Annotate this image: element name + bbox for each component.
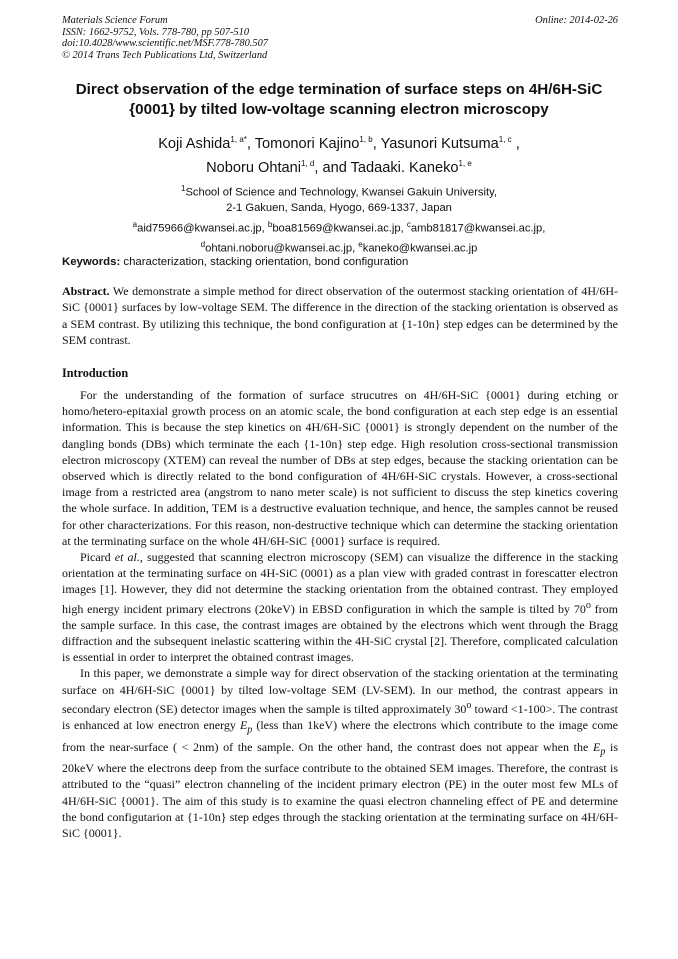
intro-paragraph-1: For the understanding of the formation of surface strucutres on 4H/6H-SiC {0001} during etching or homo/hetero-epitaxial growth process on an atomic scale, the bond configuration at each step edge is an essential information. This is because the step kinetics on 4H/6H-SiC {0001} is strongly dependent on the number of the dangling bonds (DBs) which terminate the each {1-10n} step edge. High resolution cross-sectional transmission electron microscopy (XTEM) can reveal the number of DBs at step edges, because the stacking orientation can be observed which is directly related to the bond configuration of 4H/6H-SiC crystals. However, a cross-sectional image from a restricted area (angstrom to nano meter scale) is not sufficient to discuss the step kinetics covering the whole surface. In addition, TEM is a destructive evaluation technique, and hence, the samples cannot be reused for other characterizations. For this reason, non-destructive technique which can determine the stacking orientation at the terminating surface on the whole 4H/6H-SiC {0001} surface is required. [62,388,618,548]
keywords-text: characterization, stacking orientation, bond configuration [120,256,409,268]
email-address: kaneko@kwansei.ac.jp [362,242,478,255]
journal-name: Materials Science Forum [62,15,168,26]
text-span: from the sample surface. In this case, the contrast images are obtained by the electrons which went through the Bragg diffraction and the subsequent inelastic scattering within the 4H-SiC crystal [2]. Therefore, complicated calculation is essential in order to interpret the obtained contrast images. [62,601,618,665]
symbol-e: E [239,718,248,733]
author-line-2 [40,154,638,178]
symbol-e: E [592,739,601,754]
affiliation-address: 2-1 Gakuen, Sanda, Hyogo, 669-1337, Japan [226,202,452,215]
author-name: Noboru Ohtani [206,159,302,176]
affiliation-line-1 [40,181,638,201]
email-line-1 [40,217,638,237]
author-affil-mark: 1, c [498,135,512,144]
doi-line: doi:10.4028/www.scientific.net/MSF.778-780.507 [62,38,268,50]
author-separator: , [372,135,381,152]
author-name: Tadaaki. Kaneko [350,159,459,176]
issn-line: ISSN: 1662-9752, Vols. 778-780, pp 507-510 [62,26,250,38]
text-span: In this paper, we demonstrate a simple way for direct observation of the stacking orientation at the terminating surface on 4H/6H-SiC {0001} by tilted low-voltage SEM (LV-SEM). In our method, the contrast appears in secondary electron (SE) detector images when the sample is tilted approximately 30 [62,666,618,716]
degree-mark: o [466,699,472,711]
introduction-body [62,387,618,841]
author-name: Yasunori Kutsuma [380,135,499,152]
email-address: ohtani.noboru@kwansei.ac.jp, [205,242,359,255]
author-separator: , [246,135,255,152]
section-heading-introduction: Introduction [62,366,129,380]
journal-header [62,15,618,61]
title-line-1: Direct observation of the edge termination of surface steps on 4H/6H-SiC [75,81,603,98]
keywords-line [62,255,618,269]
copyright-line: © 2014 Trans Tech Publications Ltd, Switzerland [62,49,268,61]
author-name: Tomonori Kajino [254,135,360,152]
abstract-text: We demonstrate a simple method for direct observation of the outermost stacking orientation of 4H/6H-SiC {0001} surfaces by low-voltage SEM. The difference in the direction of the stacking orientation is observed as a SEM contrast. By utilizing this technique, the bond configuration at {1-10n} step edges can be determined by the SEM contrast. [62,284,618,347]
paper-title [40,80,638,120]
email-address: amb81817@kwansei.ac.jp, [410,222,546,235]
keywords-label: Keywords: [62,256,121,268]
text-span: is 20keV where the electrons deep from the surface contribute to the obtained SEM images. Therefore, the contrast is attributed to the “quasi” electron channeling of the incident primary electron (PE) in the outer most few MLs of 4H/6H-SiC {0001}. The aim of this study is to examine the quasi electron channeling effect of PE and determine the bond configutarion at {1-10n} step edges through the stacking orientation at the terminating surface on 4H/6H-SiC {0001}. [62,739,618,841]
text-span: (less than 1keV) where the electrons which contribute to the image come from the near-surface ( < 2nm) of the sample. On the other hand, the contrast does not appear when the [62,718,618,754]
author-name: Koji Ashida [158,135,231,152]
affiliation-block [40,181,638,257]
symbol-subscript: p [600,746,606,758]
email-mark: a [132,219,138,229]
author-affil-mark: 1, d [301,158,315,168]
title-line-2: {0001} by tilted low-voltage scanning electron microscopy [129,101,549,118]
email-address: boa81569@kwansei.ac.jp, [272,222,407,235]
affil-mark: 1 [180,184,186,193]
text-span: Picard [80,550,115,565]
online-date: Online: 2014-02-26 [535,15,618,26]
author-affil-mark: 1, a* [230,135,247,144]
et-al: et al., [114,550,143,565]
abstract-label: Abstract. [62,284,110,298]
email-mark: c [406,219,411,229]
affiliation-institution: School of Science and Technology, Kwansei Gakuin University, [185,186,497,199]
abstract-paragraph [62,283,618,348]
author-list [40,130,638,178]
email-mark: b [267,219,273,229]
author-separator: , [511,135,520,152]
text-span: suggested that scanning electron microscopy (SEM) can visualize the difference in the stacking orientation at the terminating surface on 4H-SiC (0001) as a plan view with graded contrast in forescatter electron images [1]. However, they did not determine the stacking orientation from the obtained contrast. They employed high energy incident primary electrons (20keV) in EBSD configuration in which the sample is tilted by 70 [62,550,618,616]
author-affil-mark: 1, e [458,158,472,168]
intro-paragraph-2 [62,549,618,665]
intro-paragraph-3 [62,665,618,841]
email-mark: e [358,239,363,249]
author-separator: , and [314,159,351,176]
symbol-subscript: p [247,724,253,736]
email-address: aid75966@kwansei.ac.jp, [137,222,268,235]
degree-mark: o [585,599,591,611]
author-line-1 [40,130,638,154]
email-mark: d [200,239,206,249]
author-affil-mark: 1, b [359,135,373,144]
text-span: toward <1-100>. The contrast is enhanced at low enectron energy [62,701,618,733]
